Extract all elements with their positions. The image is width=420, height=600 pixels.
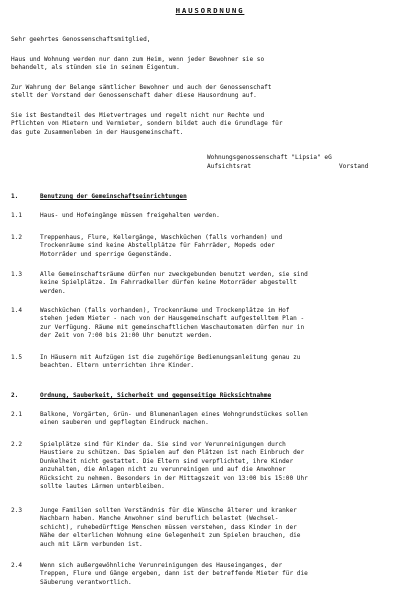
page-title: HAUSORDNUNG [175,6,245,15]
item-number: 1.4 [11,307,23,314]
intro-paragraph-2: Zur Wahrung der Belange sämtlicher Bewohner und auch der Genossenschaft stellt der Vorstand der Genossenschaft daher diese Hausordnung auf. [11,84,272,100]
item-text: Spielplätze sind für Kinder da. Sie sind vor Verunreinigungen durch Haustiere zu schützen. Das Spielen auf den Plätzen ist nach Einbruch der Dunkelheit nicht gestattet. Die Eltern sind verpflichtet, ihre Kinder anzuhalten, die Anlagen nicht zu verunreinigen und auf die Anwohner Rücksicht zu nehmen. Besonders in der Mittagszeit von 13:00 bis 15:00 Uhr sollte lautes Lärmen unterbleiben. [40,441,308,491]
item-text: Junge Familien sollten Verständnis für die Wünsche älterer und kranker Nachbarn haben. Manche Anwohner sind beruflich belastet (Wechsel- schicht), ruhebedürftige Menschen müssen verstehen, dass Kinder in der Nähe der elterlichen Wohnung eine Gelegenheit zum Spielen brauchen, die auch mit Lärm verbunden ist. [40,507,301,548]
intro-paragraph-3: Sie ist Bestandteil des Mietvertrages und regelt nicht nur Rechte und Pflichten von Mietern und Vermieter, sondern bildet auch die Grundlage für das gute Zusammenleben in der Hausgemeinschaft. [11,112,283,136]
item-text: Haus- und Hofeingänge müssen freigehalten werden. [40,212,220,219]
item-text: Wenn sich außergewöhnliche Verunreinigungen des Hauseinganges, der Treppen, Flure und Gänge ergeben, dann ist der betreffende Mieter für die Säuberung verantwortlich. [40,562,308,586]
item-text: Treppenhaus, Flure, Kellergänge, Waschküchen (falls vorhanden) und Trockenräume sind keine Abstellplätze für Fahrräder, Mopeds oder Motorräder und sperrige Gegenstände. [40,234,283,258]
signature-board: Vorstand [339,163,369,170]
item-text: Balkone, Vorgärten, Grün- und Blumenanlagen eines Wohngrundstückes sollen einen sauberen und gepflegten Eindruck machen. [40,411,308,427]
section-heading: Ordnung, Sauberkeit, Sicherheit und gegenseitige Rücksichtnahme [40,392,272,399]
section-number: 1. [11,193,19,200]
item-number: 1.2 [11,234,23,241]
item-number: 2.2 [11,441,23,448]
signature-supervisory-board: Aufsichtsrat [207,163,252,170]
item-text: Alle Gemeinschaftsräume dürfen nur zweckgebunden benutzt werden, sie sind keine Spielplätze. Im Fahrradkeller dürfen keine Motorräder abgestellt werden. [40,271,308,295]
section-number: 2. [11,392,19,399]
item-number: 2.4 [11,562,23,569]
salutation: Sehr geehrtes Genossenschaftsmitglied, [11,36,151,43]
intro-paragraph-1: Haus und Wohnung werden nur dann zum Heim, wenn jeder Bewohner sie so behandelt, als stünden sie in seinem Eigentum. [11,56,265,72]
item-text: In Häusern mit Aufzügen ist die zugehörige Bedienungsanleitung genau zu beachten. Eltern unterrichten ihre Kinder. [40,354,301,370]
item-number: 1.5 [11,354,23,361]
item-number: 1.1 [11,212,23,219]
signature-organization: Wohnungsgenossenschaft "Lipsia" eG [207,154,332,161]
item-text: Waschküchen (falls vorhanden), Trockenräume und Trockenplätze im Hof stehen jedem Mieter - nach von der Hausgemeinschaft aufgestelltem Plan - zur Verfügung. Räume mit gemeinschaftlichen Waschautomaten dürfen nur in der Zeit von 7:00 bis 21:00 Uhr benutzt werden. [40,307,305,340]
item-number: 2.1 [11,411,23,418]
item-number: 1.3 [11,271,23,278]
item-number: 2.3 [11,507,23,514]
section-heading: Benutzung der Gemeinschaftseinrichtungen [40,193,187,200]
